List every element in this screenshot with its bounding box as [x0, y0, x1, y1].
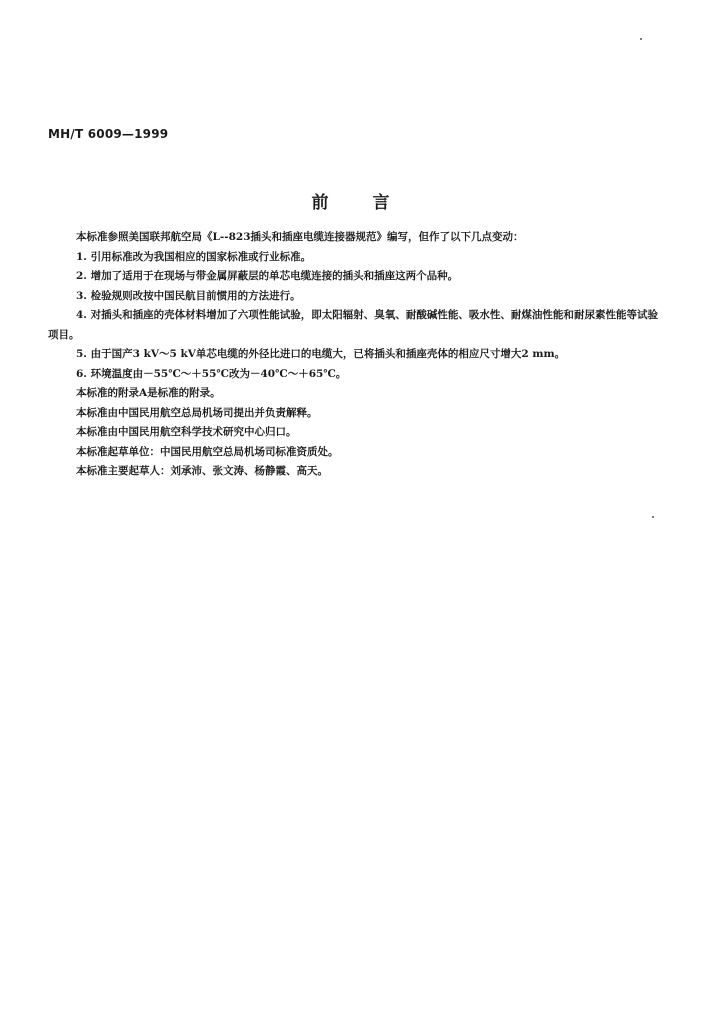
foreword-body	[48, 228, 658, 482]
paragraph-item-1: 1. 引用标准改为我国相应的国家标准或行业标准。	[76, 250, 312, 263]
scan-speck	[640, 38, 642, 40]
scan-speck	[652, 516, 654, 518]
paragraph-item-3: 3. 检验规则改按中国民航目前惯用的方法进行。	[76, 289, 301, 302]
paragraph-item-4: 4. 对插头和插座的壳体材料增加了六项性能试验，即太阳辐射、臭氧、耐酸碱性能、吸水性、耐煤油性能和耐尿素性能等试验项目。	[48, 309, 658, 341]
paragraph-appendix-note: 本标准的附录A是标准的附录。	[76, 387, 221, 399]
paragraph-intro: 本标准参照美国联邦航空局《L--823插头和插座电缆连接器规范》编写，但作了以下几点变动：	[76, 231, 524, 243]
paragraph-item-5: 5. 由于国产3 kV～5 kV单芯电缆的外径比进口的电缆大，已将插头和插座壳体的相应尺寸增大2 mm。	[76, 348, 566, 360]
document-code: MH/T 6009—1999	[48, 127, 169, 141]
paragraph-proposer: 本标准由中国民用航空总局机场司提出并负责解释。	[76, 406, 318, 419]
paragraph-item-6: 6. 环境温度由－55℃～＋55℃改为－40℃～＋65℃。	[76, 367, 347, 380]
paragraph-drafters: 本标准主要起草人：刘承沛、张文涛、杨静霞、高天。	[76, 465, 328, 477]
paragraph-item-2: 2. 增加了适用于在现场与带金属屏蔽层的单芯电缆连接的插头和插座这两个品种。	[76, 270, 459, 282]
paragraph-centralizer: 本标准由中国民用航空科学技术研究中心归口。	[76, 426, 297, 438]
paragraph-drafting-unit: 本标准起草单位：中国民用航空总局机场司标准资质处。	[76, 445, 339, 458]
page-title: 前言	[311, 193, 434, 213]
